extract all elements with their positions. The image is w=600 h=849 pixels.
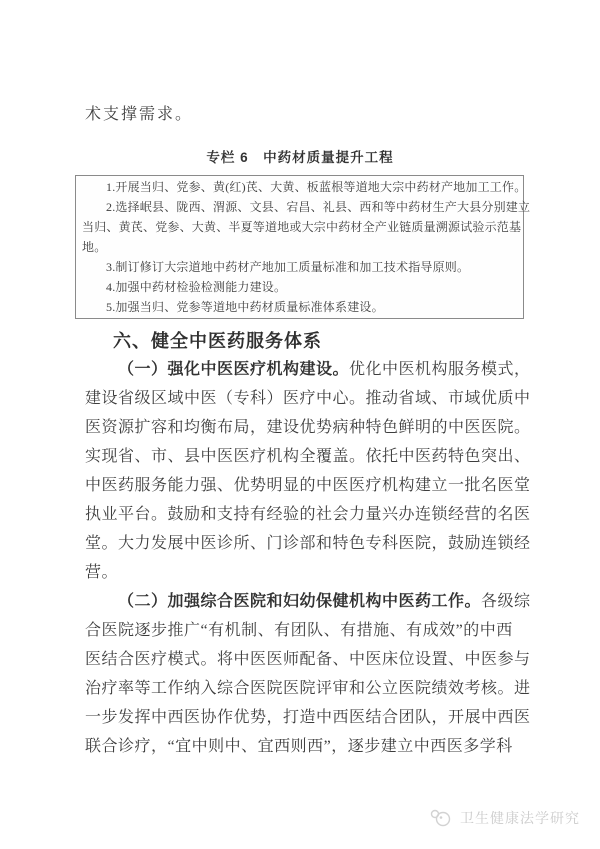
paragraph-text: 中医药服务能力强、优势明显的中医医疗机构建立一批名医堂: [85, 477, 531, 494]
box-item-3: 3.制订修订大宗道地中药材产地加工质量标准和加工技术指导原则。: [106, 260, 470, 274]
paragraph-text: 治疗率等工作纳入综合医院医院评审和公立医院绩效考核。进: [85, 680, 531, 697]
text-line: [85, 645, 531, 674]
body-text: [85, 355, 531, 761]
text-line: [85, 674, 531, 703]
paragraph-text: 一步发挥中西医协作优势，打造中西医结合团队，开展中西医: [85, 709, 531, 726]
paragraph-text: 联合诊疗，“宜中则中、宜西则西”，逐步建立中西医多学科: [85, 738, 513, 755]
text-line: [85, 442, 531, 471]
paragraph-text: 合医院逐步推广“有机制、有团队、有措施、有成效”的中西: [85, 622, 513, 639]
box-item-5: 5.加强当归、党参等道地中药材质量标准体系建设。: [106, 300, 384, 314]
text-line: [85, 471, 531, 500]
text-line: [85, 384, 531, 413]
text-line: [85, 558, 525, 587]
paragraph-continuation-line: 术支撑需求。: [85, 106, 194, 123]
section-heading: 六、健全中医药服务体系: [113, 331, 322, 351]
text-line: [85, 703, 531, 732]
column-box-title: 专栏 6 中药材质量提升工程: [206, 150, 394, 165]
paragraph-text: 实现省、市、县中医医疗机构全覆盖。依托中医药特色突出、: [85, 448, 531, 465]
paragraph-text: 优化中医机构服务模式，: [349, 361, 531, 378]
box-item-2-continuation: 当归、黄芪、党参、大黄、半夏等道地或大宗中药材全产业链质量溯源试验示范基: [82, 220, 522, 234]
text-line: [85, 355, 531, 384]
paragraph-lead-bold: （二）加强综合医院和妇幼保健机构中医药工作。: [118, 593, 482, 610]
box-item-4: 4.加强中药材检验检测能力建设。: [106, 280, 287, 294]
box-item-2-continuation: 地。: [82, 240, 107, 254]
paragraph-text: 执业平台。鼓励和支持有经验的社会力量兴办连锁经营的名医: [85, 506, 531, 523]
paragraph-text: 医资源扩容和均衡布局，建设优势病种特色鲜明的中医医院。: [85, 419, 531, 436]
text-line: [85, 587, 531, 616]
text-line: [85, 529, 531, 558]
paragraph-text: 医结合医疗模式。将中医医师配备、中医床位设置、中医参与: [85, 651, 531, 668]
text-line: [85, 616, 525, 645]
text-line: [85, 732, 525, 761]
paragraph-text: 建设省级区域中医（专科）医疗中心。推动省域、市域优质中: [85, 390, 531, 407]
column-box: [75, 175, 531, 319]
watermark: [429, 808, 580, 828]
text-line: [85, 500, 531, 529]
box-item-2: 2.选择岷县、陇西、渭源、文县、宕昌、礼县、西和等中药材生产大县分别建立: [106, 200, 531, 214]
watermark-label: 卫生健康法学研究: [460, 810, 580, 826]
paragraph-lead-bold: （一）强化中医医疗机构建设。: [118, 361, 350, 378]
panda-logo-icon: [429, 808, 455, 828]
paragraph-text: 堂。大力发展中医诊所、门诊部和特色专科医院，鼓励连锁经: [85, 535, 531, 552]
box-item-1: 1.开展当归、党参、黄(红)芪、大黄、板蓝根等道地大宗中药材产地加工工作。: [106, 180, 527, 194]
paragraph-text: 各级综: [481, 593, 531, 610]
paragraph-text: 营。: [85, 564, 119, 581]
text-line: [85, 413, 531, 442]
